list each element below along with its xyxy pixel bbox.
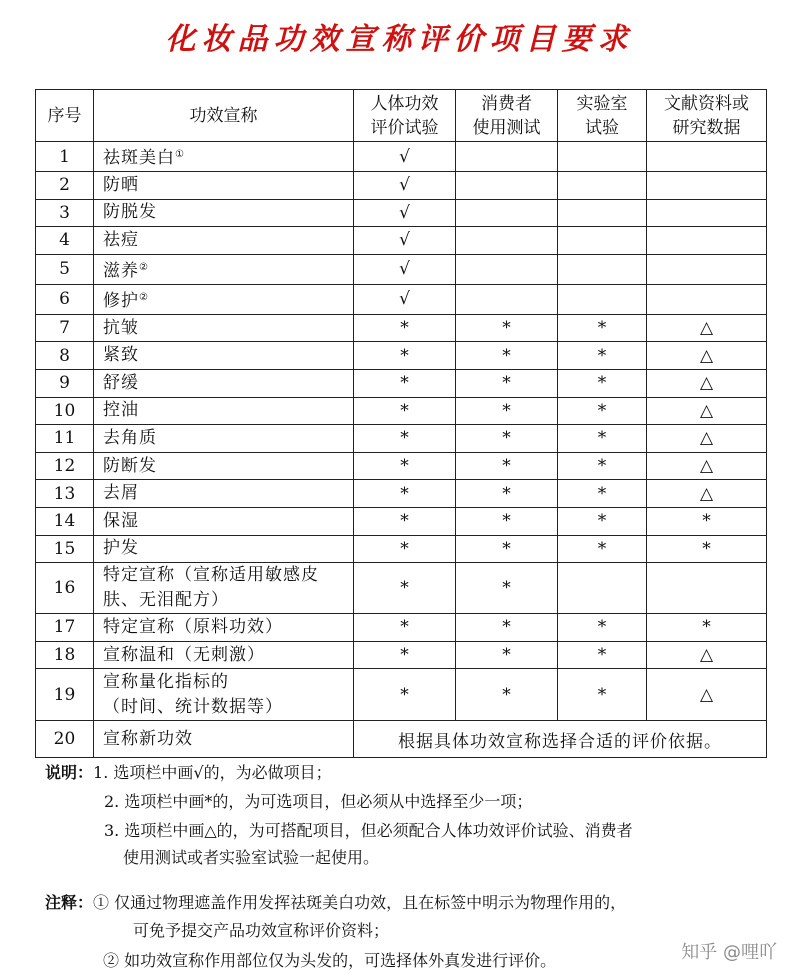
table-header-row: [36, 90, 767, 142]
mark-human-trial: *: [354, 563, 456, 614]
table-row: [36, 369, 767, 397]
mark-lab-test: [558, 199, 647, 227]
row-index: 10: [36, 397, 94, 425]
row-claim-name: 祛痘: [94, 227, 354, 255]
header-lab-test: 实验室 试验: [558, 90, 647, 142]
mark-human-trial: √: [354, 142, 456, 172]
mark-lab-test: *: [558, 641, 647, 669]
mark-literature: △: [647, 669, 767, 721]
mark-human-trial: √: [354, 254, 456, 284]
row-claim-name: 去屑: [94, 480, 354, 508]
row-claim-name: 修护②: [94, 284, 354, 314]
mark-consumer-test: [456, 199, 558, 227]
explain-line-3: 3. 选项栏中画△的，为可搭配项目，但必须配合人体功效评价试验、消费者: [104, 821, 633, 840]
mark-lab-test: [558, 227, 647, 255]
mark-lab-test: *: [558, 397, 647, 425]
mark-human-trial: √: [354, 172, 456, 200]
table-row: [36, 342, 767, 370]
row-index: 6: [36, 284, 94, 314]
mark-literature: △: [647, 641, 767, 669]
mark-literature: △: [647, 397, 767, 425]
table-row: [36, 507, 767, 535]
row-20-evaluation-basis: 根据具体功效宣称选择合适的评价依据。: [354, 721, 767, 758]
mark-lab-test: *: [558, 507, 647, 535]
mark-consumer-test: *: [456, 314, 558, 342]
row-index: 18: [36, 641, 94, 669]
row-claim-name: 特定宣称（宣称适用敏感皮 肤、无泪配方）: [94, 563, 354, 614]
mark-consumer-test: *: [456, 369, 558, 397]
mark-consumer-test: *: [456, 480, 558, 508]
row-index: 11: [36, 425, 94, 453]
mark-literature: [647, 284, 767, 314]
row-index: 8: [36, 342, 94, 370]
mark-consumer-test: *: [456, 563, 558, 614]
table-row: [36, 480, 767, 508]
table-row: [36, 721, 767, 758]
row-index: 5: [36, 254, 94, 284]
mark-literature: [647, 199, 767, 227]
row-claim-name: 防断发: [94, 452, 354, 480]
mark-consumer-test: *: [456, 641, 558, 669]
row-index: 7: [36, 314, 94, 342]
row-index: 16: [36, 563, 94, 614]
header-index: 序号: [36, 90, 94, 142]
mark-consumer-test: *: [456, 452, 558, 480]
table-row: [36, 254, 767, 284]
table-row: [36, 641, 767, 669]
mark-consumer-test: *: [456, 425, 558, 453]
mark-consumer-test: [456, 172, 558, 200]
mark-lab-test: *: [558, 480, 647, 508]
table-row: [36, 142, 767, 172]
page-title: 化妆品功效宣称评价项目要求: [165, 22, 634, 57]
watermark: 知乎 @哩吖: [681, 942, 777, 963]
mark-human-trial: *: [354, 480, 456, 508]
mark-lab-test: [558, 284, 647, 314]
mark-human-trial: √: [354, 284, 456, 314]
mark-literature: △: [647, 425, 767, 453]
mark-consumer-test: [456, 142, 558, 172]
mark-literature: [647, 142, 767, 172]
mark-consumer-test: *: [456, 342, 558, 370]
row-claim-name: 祛斑美白①: [94, 142, 354, 172]
header-literature: 文献资料或 研究数据: [647, 90, 767, 142]
table-row: [36, 535, 767, 563]
mark-consumer-test: *: [456, 669, 558, 721]
header-claim: 功效宣称: [94, 90, 354, 142]
row-claim-name: 去角质: [94, 425, 354, 453]
table-row: [36, 614, 767, 642]
footnote-marker: ①: [175, 149, 185, 160]
row-claim-name: 宣称量化指标的 （时间、统计数据等）: [94, 669, 354, 721]
row-claim-name: 护发: [94, 535, 354, 563]
row-claim-name: 舒缓: [94, 369, 354, 397]
mark-lab-test: *: [558, 669, 647, 721]
mark-lab-test: [558, 254, 647, 284]
row-index: 20: [36, 721, 94, 758]
mark-consumer-test: [456, 227, 558, 255]
footnote-marker: ②: [139, 261, 149, 273]
row-claim-name: 防晒: [94, 172, 354, 200]
row-index: 14: [36, 507, 94, 535]
mark-consumer-test: *: [456, 507, 558, 535]
explain-line-1: 1. 选项栏中画√的，为必做项目；: [93, 763, 332, 782]
mark-consumer-test: *: [456, 397, 558, 425]
mark-human-trial: √: [354, 227, 456, 255]
mark-literature: △: [647, 452, 767, 480]
explain-line-4: 使用测试或者实验室试验一起使用。: [123, 848, 380, 867]
table-row: [36, 563, 767, 614]
row-index: 13: [36, 480, 94, 508]
mark-consumer-test: *: [456, 535, 558, 563]
mark-literature: [647, 227, 767, 255]
mark-human-trial: *: [354, 314, 456, 342]
table-row: [36, 425, 767, 453]
mark-human-trial: *: [354, 342, 456, 370]
row-index: 3: [36, 199, 94, 227]
mark-human-trial: *: [354, 452, 456, 480]
mark-literature: △: [647, 369, 767, 397]
mark-lab-test: [558, 172, 647, 200]
table-row: [36, 284, 767, 314]
row-index: 15: [36, 535, 94, 563]
header-consumer-test: 消费者 使用测试: [456, 90, 558, 142]
mark-literature: [647, 172, 767, 200]
table-row: [36, 397, 767, 425]
mark-consumer-test: [456, 254, 558, 284]
mark-lab-test: [558, 563, 647, 614]
mark-lab-test: *: [558, 342, 647, 370]
mark-consumer-test: *: [456, 614, 558, 642]
mark-lab-test: *: [558, 614, 647, 642]
mark-human-trial: *: [354, 425, 456, 453]
table-row: [36, 172, 767, 200]
table-row: [36, 452, 767, 480]
row-claim-name: 特定宣称（原料功效）: [94, 614, 354, 642]
mark-literature: [647, 254, 767, 284]
table-row: [36, 227, 767, 255]
row-index: 2: [36, 172, 94, 200]
mark-human-trial: *: [354, 369, 456, 397]
explain-line-2: 2. 选项栏中画*的，为可选项目，但必须从中选择至少一项；: [104, 792, 533, 811]
table-row: [36, 669, 767, 721]
mark-literature: △: [647, 314, 767, 342]
row-claim-name: 保湿: [94, 507, 354, 535]
mark-literature: △: [647, 480, 767, 508]
row-claim-name: 宣称温和（无刺激）: [94, 641, 354, 669]
mark-literature: *: [647, 614, 767, 642]
row-claim-name: 抗皱: [94, 314, 354, 342]
mark-literature: △: [647, 342, 767, 370]
mark-lab-test: *: [558, 425, 647, 453]
row-claim-name: 宣称新功效: [94, 721, 354, 758]
header-human-trial: 人体功效 评价试验: [354, 90, 456, 142]
annot-line-2: 可免予提交产品功效宣称评价资料；: [133, 921, 390, 940]
mark-literature: *: [647, 535, 767, 563]
mark-human-trial: √: [354, 199, 456, 227]
claims-table: [35, 89, 767, 758]
row-index: 9: [36, 369, 94, 397]
mark-human-trial: *: [354, 397, 456, 425]
footnote-marker: ②: [139, 291, 149, 303]
annot-label: 注释：: [45, 893, 94, 912]
row-claim-name: 控油: [94, 397, 354, 425]
row-claim-name: 滋养②: [94, 254, 354, 284]
row-claim-name: 紧致: [94, 342, 354, 370]
mark-human-trial: *: [354, 614, 456, 642]
row-index: 19: [36, 669, 94, 721]
mark-literature: *: [647, 507, 767, 535]
mark-lab-test: *: [558, 369, 647, 397]
mark-human-trial: *: [354, 641, 456, 669]
row-claim-name: 防脱发: [94, 199, 354, 227]
row-index: 12: [36, 452, 94, 480]
mark-lab-test: *: [558, 314, 647, 342]
annot-line-1: ① 仅通过物理遮盖作用发挥祛斑美白功效，且在标签中明示为物理作用的，: [93, 893, 627, 912]
row-index: 4: [36, 227, 94, 255]
mark-lab-test: *: [558, 535, 647, 563]
table-row: [36, 314, 767, 342]
row-index: 1: [36, 142, 94, 172]
mark-human-trial: *: [354, 507, 456, 535]
mark-literature: [647, 563, 767, 614]
mark-human-trial: *: [354, 535, 456, 563]
mark-lab-test: *: [558, 452, 647, 480]
row-index: 17: [36, 614, 94, 642]
annot-line-3: ② 如功效宣称作用部位仅为头发的，可选择体外真发进行评价。: [103, 951, 557, 970]
table-row: [36, 199, 767, 227]
mark-lab-test: [558, 142, 647, 172]
mark-consumer-test: [456, 284, 558, 314]
mark-human-trial: *: [354, 669, 456, 721]
explain-label: 说明：: [45, 763, 94, 782]
